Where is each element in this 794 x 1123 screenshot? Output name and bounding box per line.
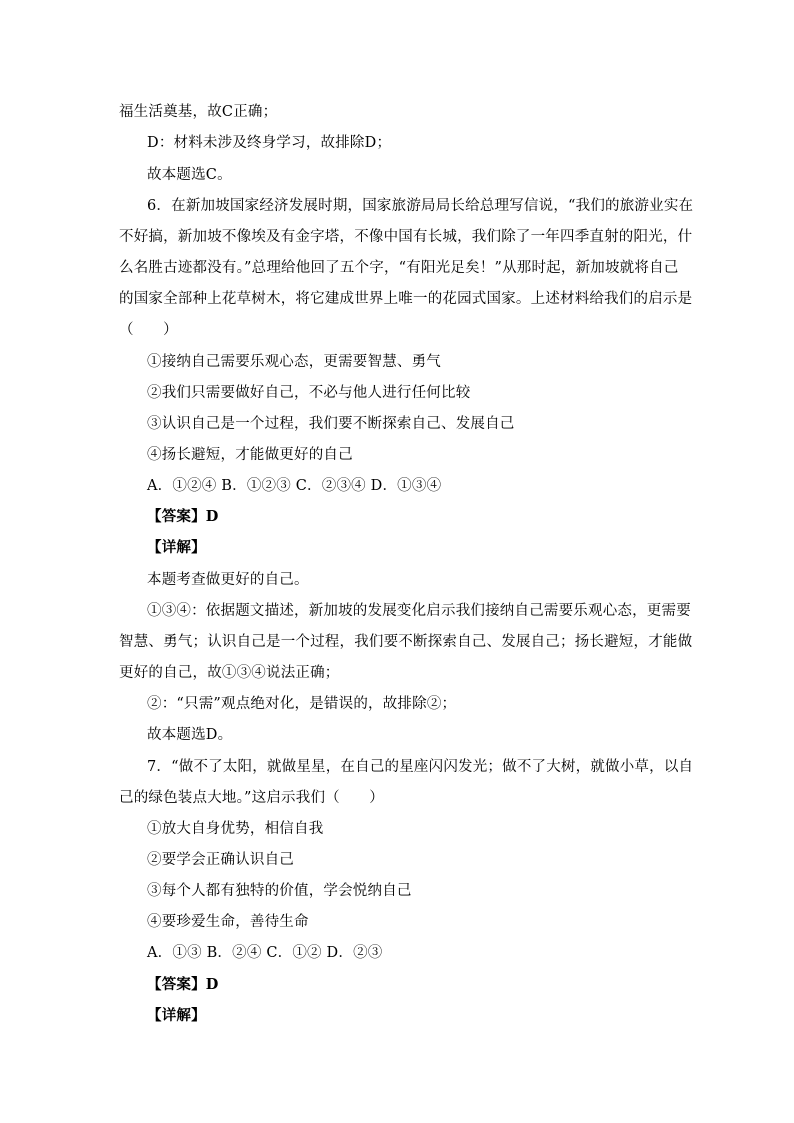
choices-line: A．①②④ B．①②③ C．②③④ D．①③④ <box>147 478 442 494</box>
text-line: 更好的自己，故①③④说法正确； <box>119 665 340 681</box>
text-line: 己的绿色装点大地。”这启示我们（ ） <box>119 790 384 806</box>
text-line: 本题考查做更好的自己。 <box>147 572 309 588</box>
question-6-text: 6．在新加坡国家经济发展时期，国家旅游局局长给总理写信说，“我们的旅游业实在 <box>147 198 694 214</box>
text-line: 福生活奠基，故C正确； <box>119 104 278 120</box>
answer-bracket: （ ） <box>119 322 178 338</box>
explanation-label: 【详解】 <box>147 1007 206 1024</box>
option-item: ①放大自身优势，相信自我 <box>147 821 324 837</box>
text-line: 故本题选D。 <box>147 727 233 743</box>
text-line: ②：“只需”观点绝对化，是错误的，故排除②； <box>147 696 457 712</box>
text-line: 故本题选C。 <box>147 167 232 183</box>
explanation-label: 【详解】 <box>147 539 206 556</box>
text-line: 么名胜古迹都没有。”总理给他回了五个字，“有阳光足矣！”从那时起，新加坡就将自己 <box>119 260 679 276</box>
answer-label: 【答案】D <box>147 976 219 993</box>
text-line: 不好搞，新加坡不像埃及有金字塔，不像中国有长城，我们除了一年四季直射的阳光，什 <box>119 229 693 245</box>
text-line: 智慧、勇气；认识自己是一个过程，我们要不断探索自己、发展自己；扬长避短，才能做 <box>119 634 693 650</box>
text-line: ①③④：依据题文描述，新加坡的发展变化启示我们接纳自己需要乐观心态，更需要 <box>147 603 691 619</box>
text-line: D：材料未涉及终身学习，故排除D； <box>147 135 392 151</box>
option-item: ①接纳自己需要乐观心态，更需要智慧、勇气 <box>147 354 441 370</box>
answer-label: 【答案】D <box>147 508 219 525</box>
option-item: ③每个人都有独特的价值，学会悦纳自己 <box>147 883 412 899</box>
choices-line: A．①③ B．②④ C．①② D．②③ <box>147 945 383 961</box>
question-7-text: 7．“做不了太阳，就做星星，在自己的星座闪闪发光；做不了大树，就做小草，以自 <box>147 759 694 775</box>
option-item: ③认识自己是一个过程，我们要不断探索自己、发展自己 <box>147 416 515 432</box>
option-item: ④要珍爱生命，善待生命 <box>147 914 309 930</box>
text-line: 的国家全部种上花草树木，将它建成世界上唯一的花园式国家。上述材料给我们的启示是 <box>119 291 693 307</box>
option-item: ②要学会正确认识自己 <box>147 852 294 868</box>
option-item: ④扬长避短，才能做更好的自己 <box>147 447 353 463</box>
option-item: ②我们只需要做好自己，不必与他人进行任何比较 <box>147 385 471 401</box>
